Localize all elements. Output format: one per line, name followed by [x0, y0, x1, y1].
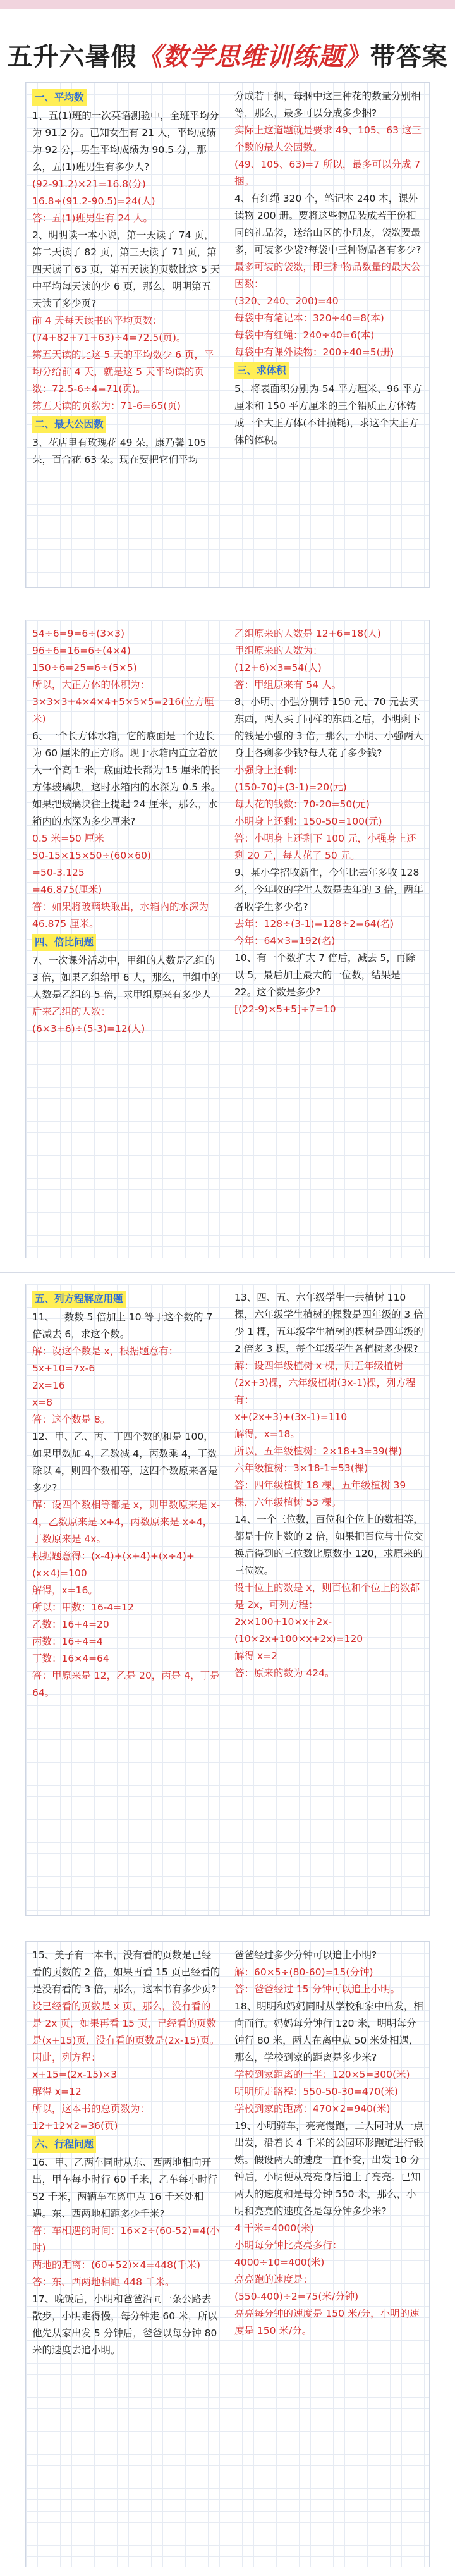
- top-band: [0, 0, 455, 9]
- section-heading: 四、倍比问题: [32, 934, 96, 951]
- section-heading: 三、求体积: [234, 362, 289, 379]
- section-heading: 一、平均数: [32, 89, 87, 106]
- answer-line: 解：设四个数相等都是 x，则甲数原来是 x-4，乙数原来是 x+4，丙数原来是 x÷4，丁数原来是 4x。: [32, 1499, 221, 1545]
- title-suffix: 带答案: [370, 42, 448, 71]
- answer-line: 答：甲组原来有 54 人。: [234, 679, 342, 690]
- answer-line: 96÷6=16=6÷(4×4): [32, 645, 131, 656]
- answer-line: [(22-9)×5+5]÷7=10: [234, 1003, 336, 1015]
- section-heading: 五、列方程解应用题: [32, 1291, 126, 1308]
- answer-line: (49、105、63)=7 所以，最多可以分成 7 捆。: [234, 159, 421, 187]
- answer-line: 小明每分钟比亮亮多行：4000÷10=400(米): [234, 2240, 343, 2268]
- answer-line: 设已经看的页数是 x 页，那么，没有看的是 2x 页，如果再看 15 页，已经看的页数是(x+15)页，没有看的页数是(2x-15)页。: [32, 2001, 220, 2046]
- answer-line: 丁数：16×4=64: [32, 1653, 109, 1664]
- question-text: 分成若干捆，每捆中这三种花的数量分别相等，那么，最多可以分成多少捆?: [234, 90, 421, 119]
- answer-line: 小明身上还剩：150-50=100(元): [234, 816, 382, 827]
- answer-line: 明明所走路程：550-50-30=470(米): [234, 2086, 398, 2097]
- answer-line: (550-400)÷2=75(米/分钟): [234, 2291, 359, 2302]
- question-text: 5、将表面积分别为 54 平方厘米、96 平方厘米和 150 平方厘米的三个铅质正方体铸成一个大正方体(不计损耗)，求这个大正方体的体积。: [234, 383, 422, 446]
- answer-line: 最多可装的袋数，即三种物品数量的最大公因数：: [234, 261, 421, 290]
- question-text: 10、有一个数扩大 7 倍后，减去 5，再除以 5，最后加上最大的一位数，结果是 22。这个数是多少?: [234, 952, 416, 998]
- answer-line: 答：四年级植树 18 棵，五年级植树 39 棵，六年级植树 53 棵。: [234, 1480, 406, 1508]
- question-text: 17、晚饭后，小明和爸爸沿同一条公路去散步，小明走得慢，每分钟走 60 米，所以他先从家出发 5 分钟后，爸爸以每分钟 80 米的速度去追小明。: [32, 2293, 218, 2356]
- answer-line: (320、240、200)=40: [234, 295, 339, 307]
- answer-line: 解得，x=18。: [234, 1428, 300, 1440]
- answer-line: 解得，x=16。: [32, 1585, 98, 1596]
- question-text: 8、小明、小强分别带 150 元、70 元去买东西，两人买了同样的东西之后，小明剩下的钱是小强的 3 倍，那么，小明、小强两人身上各剩多少钱?每人花了多少钱?: [234, 696, 423, 759]
- answer-line: x+(2x+3)+(3x-1)=110: [234, 1411, 348, 1423]
- page-2-left-column: [26, 620, 228, 1258]
- question-text: 12、甲、乙、丙、丁四个数的和是 100，如果甲数加 4，乙数减 4，丙数乘 4，丁数除以 4，则四个数相等，这四个数原来各是多少?: [32, 1431, 218, 1493]
- answer-line: 两地的距离：(60+52)×4=448(千米): [32, 2259, 201, 2271]
- question-text: 4、有红绳 320 个，笔记本 240 本，课外读物 200 册。要将这些物品装成若干份相同的礼品袋，送给山区的小朋友，袋数要最多，可装多少袋?每袋中三种物品各有多少?: [234, 193, 422, 255]
- answer-line: (6×3+6)÷(5-3)=12(人): [32, 1023, 145, 1034]
- worksheet-page-1: [25, 82, 430, 588]
- page-4-left-column: [26, 1942, 228, 2567]
- answer-line: 第五天读的页数为：71-6=65(页): [32, 400, 181, 412]
- answer-line: 50-15×15×50÷(60×60): [32, 850, 151, 861]
- worksheet-page-2: [25, 620, 430, 1258]
- answer-line: 2x=16: [32, 1380, 65, 1391]
- answer-line: 答：如果将玻璃块取出，水箱内的水深为 46.875 厘米。: [32, 901, 209, 929]
- answer-line: (150-70)÷(3-1)=20(元): [234, 782, 347, 793]
- answer-line: 解：设四年级植树 x 棵，则五年级植树(2x+3)棵，六年级植树(3x-1)棵，列方程有：: [234, 1360, 416, 1406]
- answer-line: (92-91.2)×21=16.8(分): [32, 178, 146, 190]
- page-4-right-column: [228, 1942, 430, 2567]
- page-divider: [0, 1272, 455, 1273]
- question-text: 2、明明读一本小说，第一天读了 74 页，第二天读了 82 页，第三天读了 71 页，第四天读了 63 页，第五天读的页数比这 5 天中平均每天读的少 6 页，那么，明明第五天读了多少页?: [32, 230, 221, 309]
- answer-line: 解：60×5÷(80-60)=15(分钟): [234, 1966, 373, 1978]
- answer-line: 所以：甲数：16-4=12: [32, 1602, 134, 1613]
- question-text: 18、明明和妈妈同时从学校和家中出发，相向而行。妈妈每分钟行 120 米，明明每分钟行 80 米，两人在离中点 50 米处相遇，那么，学校到家的距离是多少米?: [234, 2001, 423, 2063]
- answer-line: 答：甲原来是 12，乙是 20，丙是 4，丁是 64。: [32, 1670, 220, 1698]
- question-text: 9、某小学招收新生，今年比去年多收 128 名，今年收的学生人数是去年的 3 倍，两年各收学生多少名?: [234, 867, 423, 912]
- question-text: 3、花店里有玫瑰花 49 朵，康乃馨 105 朵，百合花 63 朵。现在要把它们平均: [32, 437, 207, 465]
- answer-line: 六年级植树：3×18-1=53(棵): [234, 1463, 368, 1474]
- answer-line: 第五天读的比这 5 天的平均数少 6 页，平均分给前 4 天，就是这 5 天平均读的页数：72.5-6÷4=71(页)。: [32, 349, 214, 395]
- worksheet-page-3: [25, 1284, 430, 1916]
- page-1-left-column: [26, 83, 228, 587]
- answer-line: 解得 x=12: [32, 2086, 82, 2097]
- page-3-left-column: [26, 1284, 228, 1915]
- answer-line: 甲组原来的人数为：: [234, 645, 323, 656]
- answer-line: 2x×100+10×x+2x-(10×2x+100×x+2x)=120: [234, 1616, 363, 1645]
- question-text: 6、一个长方体水箱，它的底面是一个边长为 60 厘米的正方形。现于水箱内直立着放入一个高 1 米，底面边长都为 15 厘米的长方体玻璃块，这时水箱内的水深为 0.5 米。如果把玻璃块往上提起 24 厘米，那么，水箱内的水深为多少厘米?: [32, 730, 221, 827]
- answer-line: 答：五(1)班男生有 24 人。: [32, 212, 154, 224]
- answer-line: 所以，五年级植树：2×18+3=39(棵): [234, 1445, 403, 1457]
- answer-line: 3×3×3+4×4×4+5×5×5=216(立方厘米): [32, 696, 214, 725]
- answer-line: =50-3.125: [32, 867, 85, 878]
- question-text: 14、一个三位数，百位和个位上的数相等，都是十位上数的 2 倍，如果把百位与十位交换后得到的三位数比原数小 120，求原来的三位数。: [234, 1514, 423, 1576]
- page-3-right-column: [228, 1284, 430, 1915]
- answer-line: 所以，大正方体的体积为：: [32, 679, 150, 690]
- answer-line: 亮亮跑的速度是：: [234, 2274, 313, 2285]
- section-heading: 二、最大公因数: [32, 416, 106, 433]
- question-text: 16、甲、乙两车同时从东、西两地相向开出，甲车每小时行 60 千米，乙车每小时行 52 千米，两辆车在离中点 16 千米处相遇。东、西两地相距多少千米?: [32, 2157, 218, 2219]
- answer-line: 答：爸爸经过 15 分钟可以追上小明。: [234, 1984, 401, 1995]
- answer-line: 根据题意得：(x-4)+(x+4)+(x÷4)+(x×4)=100: [32, 1550, 195, 1579]
- answer-line: 答：小明身上还剩下 100 元，小强身上还剩 20 元，每人花了 50 元。: [234, 833, 416, 861]
- page-1-right-column: [228, 83, 430, 587]
- answer-line: 答：原来的数为 424。: [234, 1667, 335, 1679]
- section-heading: 六、行程问题: [32, 2136, 96, 2153]
- answer-line: 学校到家距离的一半：120×5=300(米): [234, 2069, 410, 2080]
- answer-line: =46.875(厘米): [32, 884, 102, 895]
- answer-line: 4 千米=4000(米): [234, 2223, 314, 2234]
- worksheet-page-4: [25, 1941, 430, 2567]
- answer-line: 16.8÷(91.2-90.5)=24(人): [32, 195, 155, 207]
- answer-line: (12+6)×3=54(人): [234, 662, 322, 673]
- answer-line: x+15=(2x-15)×3: [32, 2069, 118, 2080]
- answer-line: 所以，这本书的总页数为：12+12×2=36(页): [32, 2103, 150, 2131]
- answer-line: 亮亮每分钟的速度是 150 米/分，小明的速度是 150 米/分。: [234, 2308, 420, 2336]
- answer-line: 乙数：16+4=20: [32, 1619, 109, 1630]
- question-text: 13、四、五、六年级学生一共植树 110 棵，六年级学生植树的棵数是四年级的 3 倍少 1 棵，五年级学生植树的棵树是四年级的 2 倍多 3 棵，每个年级学生各植树多少棵?: [234, 1292, 423, 1354]
- page-2-right-column: [228, 620, 430, 1258]
- question-text: 15、美子有一本书，没有看的页数是已经看的页数的 2 倍，如果再看 15 页已经看的是没有看的 3 倍，那么，这本书有多少页?: [32, 1949, 221, 1995]
- title-main: 五升六暑假: [7, 42, 137, 71]
- answer-line: 每袋中有笔记本：320÷40=8(本): [234, 312, 384, 324]
- question-text: 1、五(1)班的一次英语测验中，全班平均分为 91.2 分。已知女生有 21 人，平均成绩为 92 分，男生平均成绩为 90.5 分，那么，五(1)班男生有多少人?: [32, 110, 219, 173]
- answer-line: 前 4 天每天读书的平均页数：(74+82+71+63)÷4=72.5(页)。: [32, 315, 186, 343]
- answer-line: 后来乙组的人数：: [32, 1006, 111, 1017]
- answer-line: 解得 x=2: [234, 1650, 277, 1662]
- answer-line: 设十位上的数是 x，则百位和个位上的数都是 2x，可列方程：: [234, 1582, 420, 1610]
- answer-line: 去年：128÷(3-1)=128÷2=64(名): [234, 918, 394, 929]
- answer-line: 每人花的钱数：70-20=50(元): [234, 799, 370, 810]
- answer-line: 小强身上还剩：: [234, 764, 303, 776]
- question-text: 7、一次课外活动中，甲组的人数是乙组的 3 倍，如果乙组给甲 6 人，那么，甲组中的人数是乙组的 5 倍，求甲组原来有多少人: [32, 955, 221, 1000]
- page-title: [0, 37, 455, 73]
- answer-line: 乙组原来的人数是 12+6=18(人): [234, 628, 381, 639]
- answer-line: 0.5 米=50 厘米: [32, 833, 104, 844]
- answer-line: 54÷6=9=6÷(3×3): [32, 628, 125, 639]
- question-text: 11、一数数 5 倍加上 10 等于这个数的 7 倍减去 6，求这个数。: [32, 1311, 213, 1340]
- answer-line: 答：这个数是 8。: [32, 1414, 111, 1425]
- answer-line: 解：设这个数是 x，根据题意有：: [32, 1346, 179, 1357]
- answer-line: 5x+10=7x-6: [32, 1363, 95, 1374]
- question-text: 爸爸经过多少分钟可以追上小明?: [234, 1949, 377, 1961]
- answer-line: 丙数：16÷4=4: [32, 1636, 103, 1647]
- answer-line: 因此，列方程：: [32, 2052, 101, 2063]
- answer-line: 今年：64×3=192(名): [234, 935, 336, 947]
- title-emphasis: 《数学思维训练题》: [136, 42, 370, 71]
- answer-line: 答：东、西两地相距 448 千米。: [32, 2276, 175, 2288]
- answer-line: 实际上这道题就是要求 49、105、63 这三个数的最大公因数。: [234, 125, 422, 153]
- answer-line: 每袋中有红绳：240÷40=6(本): [234, 329, 375, 341]
- answer-line: 学校到家的距离：470×2=940(米): [234, 2103, 391, 2114]
- answer-line: 150÷6=25=6÷(5×5): [32, 662, 137, 673]
- answer-line: 答：车相遇的时间：16×2÷(60-52)=4(小时): [32, 2225, 220, 2254]
- answer-line: 每袋中有课外读物：200÷40=5(册): [234, 347, 394, 358]
- question-text: 19、小明骑车，亮亮慢跑，二人同时从一点出发，沿着长 4 千米的公园环形跑道进行锻炼。假设两人的速度一直不变，出发 10 分钟后，小明便从亮亮身后追上了亮亮。已知两人的速度和是每分钟 550 米，那么，小明和亮亮的速度各是每分钟多少米?: [234, 2120, 423, 2217]
- answer-line: x=8: [32, 1397, 53, 1408]
